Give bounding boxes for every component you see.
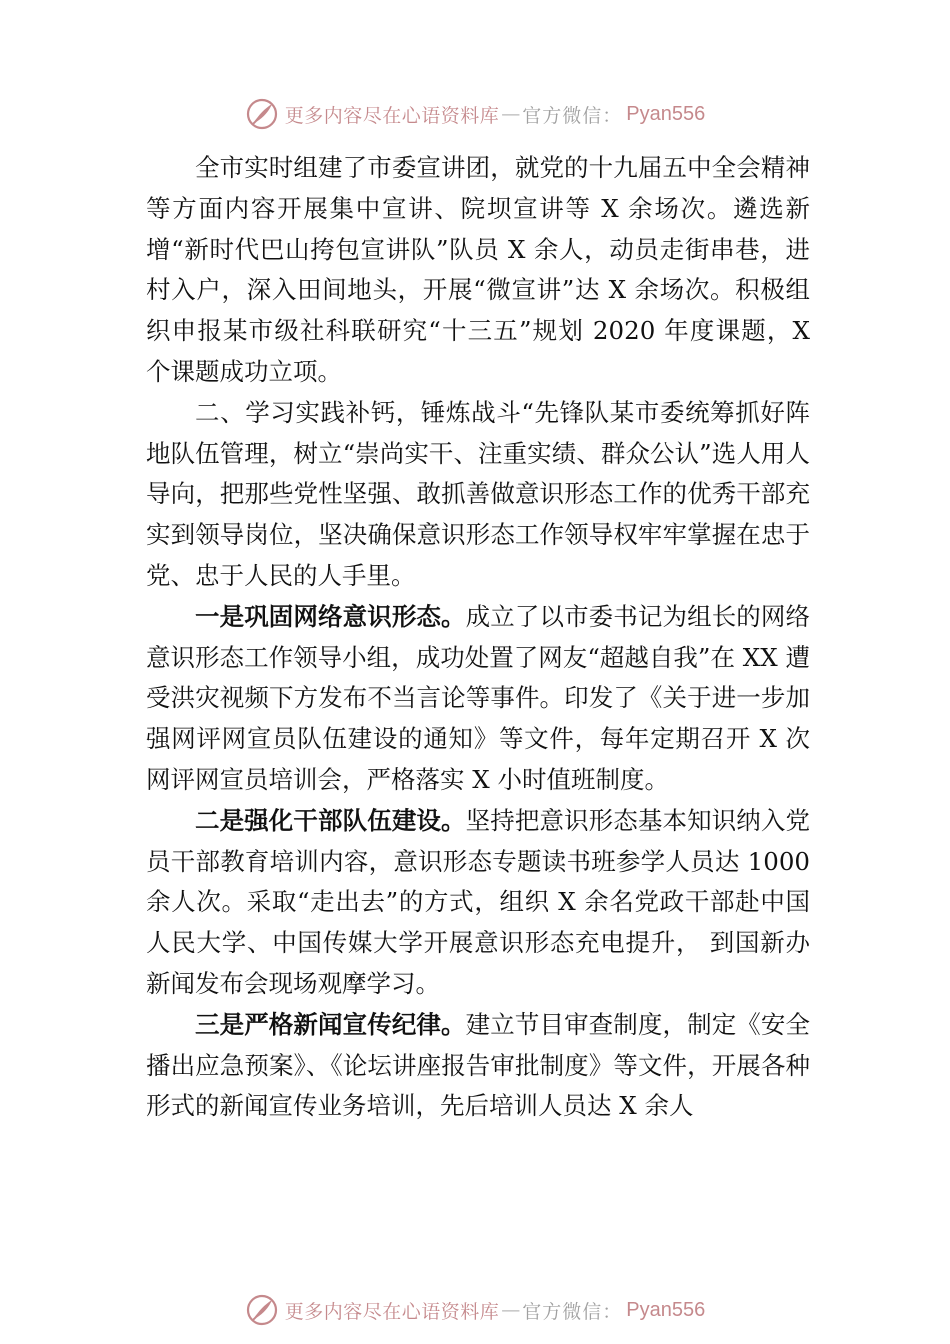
watermark-separator: —	[501, 1299, 521, 1321]
footer-watermark	[0, 1290, 950, 1330]
header-watermark	[0, 94, 950, 134]
paragraph-text: 成立了以市委书记为组长的网络意识形态工作领导小组，成功处置了网友“超越自我”在 XX 遭受洪灾视频下方发布不当言论等事件。印发了《关于进一步加强网评网宣员队伍建设的通知》等文件，每年定期召开 X 次网评网宣员培训会，严格落实 X 小时值班制度。	[146, 601, 811, 794]
paragraph-4	[146, 801, 810, 1005]
paragraph-1	[146, 148, 810, 393]
watermark-suffix: 官方微信：	[522, 1300, 623, 1323]
watermark-suffix: 官方微信：	[522, 104, 623, 127]
paragraph-lead: 三是严格新闻宣传纪律。	[195, 1009, 466, 1039]
paragraph-5	[146, 1005, 810, 1127]
paragraph-text: 建立节目审查制度，制定《安全播出应急预案》、《论坛讲座报告审批制度》等文件，开展各种形式的新闻宣传业务培训，先后培训人员达 X 余人	[146, 1009, 811, 1121]
quill-logo-icon	[245, 1293, 279, 1327]
document-body	[146, 148, 810, 1127]
paragraph-2	[146, 393, 810, 597]
watermark-wechat-id: Pyan556	[626, 1298, 706, 1321]
paragraph-lead: 二是强化干部队伍建设。	[195, 805, 466, 835]
watermark-separator: —	[501, 103, 521, 125]
paragraph-3	[146, 597, 810, 801]
paragraph-text: 坚持把意识形态基本知识纳入党员干部教育培训内容，意识形态专题读书班参学人员达 1000 余人次。采取“走出去”的方式，组织 X 余名党政干部赴中国人民大学、中国传媒大学开展意识形态充电提升， 到国新办新闻发布会现场观摩学习。	[146, 805, 811, 998]
paragraph-lead: 一是巩固网络意识形态。	[195, 601, 466, 631]
quill-logo-icon	[245, 97, 279, 131]
paragraph-text: 全市实时组建了市委宣讲团，就党的十九届五中全会精神等方面内容开展集中宣讲、院坝宣讲等 X 余场次。遴选新增“新时代巴山挎包宣讲队”队员 X 余人，动员走街串巷，进村入户，深入田间地头，开展“微宣讲”达 X 余场次。积极组织申报某市级社科联研究“十三五”规划 2020 年度课题，X 个课题成功立项。	[146, 153, 810, 386]
watermark-text: 更多内容尽在心语资料库	[284, 104, 500, 127]
paragraph-text: 二、学习实践补钙，锤炼战斗“先锋队某市委统筹抓好阵地队伍管理，树立“崇尚实干、注重实绩、群众公认”选人用人导向，把那些党性坚强、敢抓善做意识形态工作的优秀干部充实到领导岗位，坚决确保意识形态工作领导权牢牢掌握在忠于党、忠于人民的人手里。	[146, 397, 810, 590]
watermark-wechat-id: Pyan556	[626, 102, 706, 125]
watermark-text: 更多内容尽在心语资料库	[284, 1300, 500, 1323]
